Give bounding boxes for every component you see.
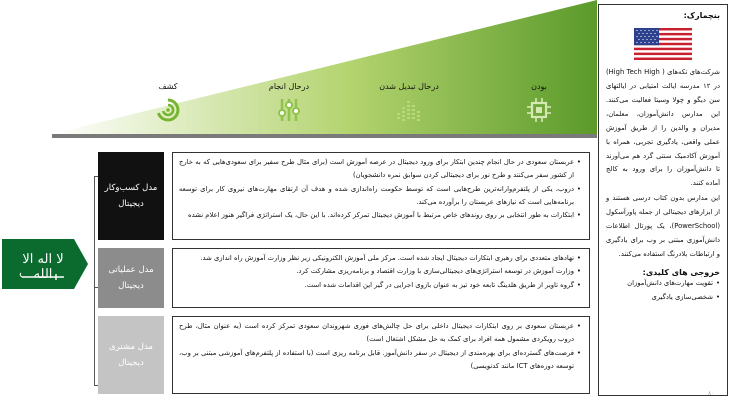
model-label-line: دیجیتال xyxy=(118,281,144,291)
benchmark-paragraph: شرکت‌های تکه‌های ( High Tech High) در ۱۲ مدرسه ایالت امتیابی در ایالتهای سن دیگو و چولا وسیتا فعالیت می‌کنند. این مدارس دانش‌آموزان، معلمان، مدیران و والدین را از طریق آموزش عملی واقعی، یادگیری تجربی، همراه با آموزش آکادمیک سنتی گرد هم می‌آورند تا دانش‌آموزان را برای ورود به کالج آماده کنند. xyxy=(606,68,720,188)
model-label-line: مدل مشتری xyxy=(109,341,153,352)
stage-discovery xyxy=(133,82,203,123)
key-outputs-list xyxy=(606,277,720,304)
benchmark-paragraph: این مدارس بدون کتاب درسی هستند و از ابزارهای دیجیتالی از جمله پاورآسکول (PowerSchool)، یک پورتال اطلاعات دانش‌آموزی مبتنی بر وب برای یادگیری و ارتباطات بلادرنگ استفاده می‌کنند. xyxy=(606,194,720,258)
list-item: • گروه تاویر از طریق هلدینگ تابعه خود تیز به عنوان بازوی اجرایی در گیر این اقدامات شده است. xyxy=(179,279,581,292)
us-flag-icon xyxy=(634,28,692,60)
stage-being xyxy=(504,82,574,123)
stage-label: درحال انجام xyxy=(268,82,310,91)
list-item: • تقویت مهارت‌های دانش‌آموزان xyxy=(606,277,720,291)
stage-label: بودن xyxy=(531,82,547,91)
transforming-bars-icon xyxy=(395,97,423,123)
stage-label: درحال تبدیل شدن xyxy=(379,82,439,91)
benchmark-panel xyxy=(598,4,728,396)
benchmark-title: بنچمارک: xyxy=(683,11,720,20)
list-item: • عربستان سعودی بر روی ابتکارات دیجیتال داخلی برای حل چالش‌های فوری شهروندان سعودی تمرکز کرده است (به عنوان مثال، طرح دروب رویکردی مشمول همه افراد برای کمک به حل مشکل اشتغال است) xyxy=(179,320,581,347)
benchmark-body xyxy=(606,66,720,262)
list-item: • وزارت آموزش در توسعه استراتژی‌های دیجیتالی‌سازی با وزارت اقتصاد و برنامه‌ریزی مشارکت کرد. xyxy=(179,265,581,278)
model-label-operational xyxy=(98,248,164,308)
stage-doing xyxy=(254,82,324,123)
model-box-business xyxy=(172,152,590,240)
model-label-line: مدل عملیاتی xyxy=(108,264,154,275)
model-box-customer xyxy=(172,316,590,394)
sliders-icon xyxy=(276,97,302,123)
chip-icon xyxy=(526,97,552,123)
model-label-business xyxy=(98,152,164,240)
page-number: ۸۰ xyxy=(708,390,715,397)
discovery-icon xyxy=(155,97,181,123)
stage-label: کشف xyxy=(158,82,178,91)
list-item: • دروب، یکی از پلتفرم‌وارانه‌ترین طرح‌هایی است که توسط حکومت راه‌اندازی شده و هدف آن ارتقای مهارت‌های نیروی کار برای توسعه برنامه‌هایی است که نیازهای عربستان را برآورده می‌کند. xyxy=(179,183,581,210)
stage-transforming xyxy=(374,82,444,123)
model-label-line: دیجیتال xyxy=(118,199,144,209)
flag-inscription: لا اله الا الله xyxy=(22,252,64,282)
saudi-flag xyxy=(2,235,86,293)
list-item: • ابتکارات به طور انتخابی بر روی روندهای خاص مرتبط با آموزش دیجیتال تمرکز کرده‌اند. با این حال، یک استراتژی فراگیر هنوز اعلام نشده xyxy=(179,209,581,222)
sword-icon xyxy=(18,272,68,282)
connector-line xyxy=(94,176,95,386)
model-label-line: دیجیتال xyxy=(118,358,144,368)
model-box-operational xyxy=(172,248,590,308)
list-item: • فرصت‌های گسترده‌ای برای بهره‌مندی از دیجیتال در سفر دانش‌آموز. قابل برنامه ریزی است (با استفاده از پلتفرم‌های آموزشی مبتنی بر وب، توسعه دوره‌های ICT مانند کدنویسی) xyxy=(179,347,581,374)
model-label-line: مدل کسب‌وکار xyxy=(104,182,158,193)
list-item: • عربستان سعودی در حال انجام چندین ابتکار برای ورود دیجیتال در عرصه آموزش است (برای مثال طرح سفیر برای سعودی‌هایی که به خارج از کشور سفر می‌کنند و طرح نور برای دیجیتالی کردن سوابق نمره دانشجویان) xyxy=(179,156,581,183)
model-label-customer xyxy=(98,316,164,394)
key-outputs-title: خروجی های کلیدی: xyxy=(642,267,720,277)
list-item: • شخصی‌سازی یادگیری xyxy=(606,291,720,305)
list-item: • نهادهای متعددی برای رهبری ابتکارات دیجیتال ایجاد شده است. مرکز ملی آموزش الکترونیکی زیر نظر وزارت آموزش راه اندازی شد. xyxy=(179,252,581,265)
